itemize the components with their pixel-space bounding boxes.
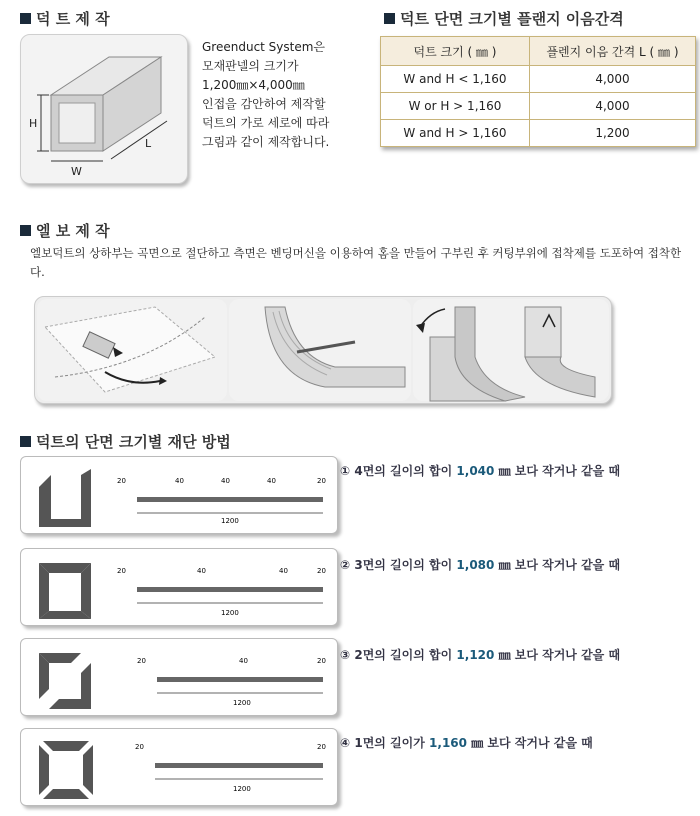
- table-row: [381, 66, 696, 93]
- dim-label: 20: [117, 477, 126, 485]
- dim-label: 40: [279, 567, 288, 575]
- section-square-icon: [384, 13, 395, 24]
- dim-label: 20: [317, 567, 326, 575]
- dim-label: 20: [137, 657, 146, 665]
- dim-label: 40: [197, 567, 206, 575]
- dim-l-label: L: [145, 137, 152, 150]
- desc-line: Greenduct System은: [202, 40, 326, 54]
- dim-label: 20: [317, 477, 326, 485]
- elbow-photo-strip: [34, 296, 612, 404]
- dim-label: 20: [317, 743, 326, 751]
- dim-label: 40: [267, 477, 276, 485]
- cutting-diagram-3: [21, 639, 337, 715]
- cutting-panel-1: [20, 456, 338, 534]
- cutting-label-3: ③ 2면의 길이의 합이 1,120 ㎜ 보다 작거나 같을 때: [340, 648, 621, 662]
- dim-label: 40: [175, 477, 184, 485]
- dim-total-label: 1200: [221, 517, 239, 525]
- dim-h-label: H: [29, 117, 38, 130]
- dim-total-label: 1200: [233, 785, 251, 793]
- table-cell-size: W and H < 1,160: [381, 66, 530, 93]
- dim-total-label: 1200: [233, 699, 251, 707]
- cutting-label-1: ① 4면의 길이의 합이 1,040 ㎜ 보다 작거나 같을 때: [340, 464, 621, 478]
- dim-label: 20: [117, 567, 126, 575]
- dim-label: 20: [135, 743, 144, 751]
- cutting-diagram-4: [21, 729, 337, 805]
- desc-line: 그림과 같이 제작합니다.: [202, 135, 330, 149]
- table-row: [381, 120, 696, 147]
- dim-label: 20: [317, 657, 326, 665]
- cutting-label-2: ② 3면의 길이의 합이 1,080 ㎜ 보다 작거나 같을 때: [340, 558, 621, 572]
- duct-diagram: [21, 35, 187, 183]
- table-header: 덕트 크기 ( ㎜ ): [381, 37, 530, 66]
- cutting-panel-4: [20, 728, 338, 806]
- flange-table-title: 덕트 단면 크기별 플랜지 이음간격: [384, 8, 624, 29]
- elbow-title: 엘 보 제 작: [20, 220, 110, 241]
- dim-w-label: W: [71, 165, 82, 178]
- elbow-photos: [35, 297, 611, 403]
- cutting-title: 덕트의 단면 크기별 재단 방법: [20, 431, 231, 452]
- desc-line: 모재판넬의 크기가: [202, 59, 299, 73]
- table-row: [381, 93, 696, 120]
- duct-making-title: 덕 트 제 작: [20, 8, 110, 29]
- cutting-diagram-2: [21, 549, 337, 625]
- cutting-label-4: ④ 1면의 길이가 1,160 ㎜ 보다 작거나 같을 때: [340, 736, 593, 750]
- table-cell-size: W and H > 1,160: [381, 120, 530, 147]
- table-header: 플렌지 이음 간격 L ( ㎜ ): [530, 37, 696, 66]
- elbow-description: 엘보덕트의 상하부는 곡면으로 절단하고 측면은 벤딩머신을 이용하여 홈을 만들어 구부린 후 커팅부위에 접착제를 도포하여 접착한다.: [30, 246, 682, 279]
- desc-line: 덕트의 가로 세로에 따라: [202, 116, 330, 130]
- section-square-icon: [20, 13, 31, 24]
- section-square-icon: [20, 436, 31, 447]
- table-cell-interval: 1,200: [530, 120, 696, 147]
- table-cell-size: W or H > 1,160: [381, 93, 530, 120]
- cutting-panel-3: [20, 638, 338, 716]
- table-cell-interval: 4,000: [530, 66, 696, 93]
- cutting-panel-2: [20, 548, 338, 626]
- desc-line: 인접을 감안하여 제작할: [202, 97, 326, 111]
- dim-total-label: 1200: [221, 609, 239, 617]
- desc-line: 1,200㎜×4,000㎜: [202, 78, 305, 92]
- section-square-icon: [20, 225, 31, 236]
- table-cell-interval: 4,000: [530, 93, 696, 120]
- cutting-diagram-1: [21, 457, 337, 533]
- flange-table: [380, 36, 696, 147]
- duct-diagram-box: [20, 34, 188, 184]
- duct-making-description: [202, 38, 372, 152]
- dim-label: 40: [221, 477, 230, 485]
- dim-label: 40: [239, 657, 248, 665]
